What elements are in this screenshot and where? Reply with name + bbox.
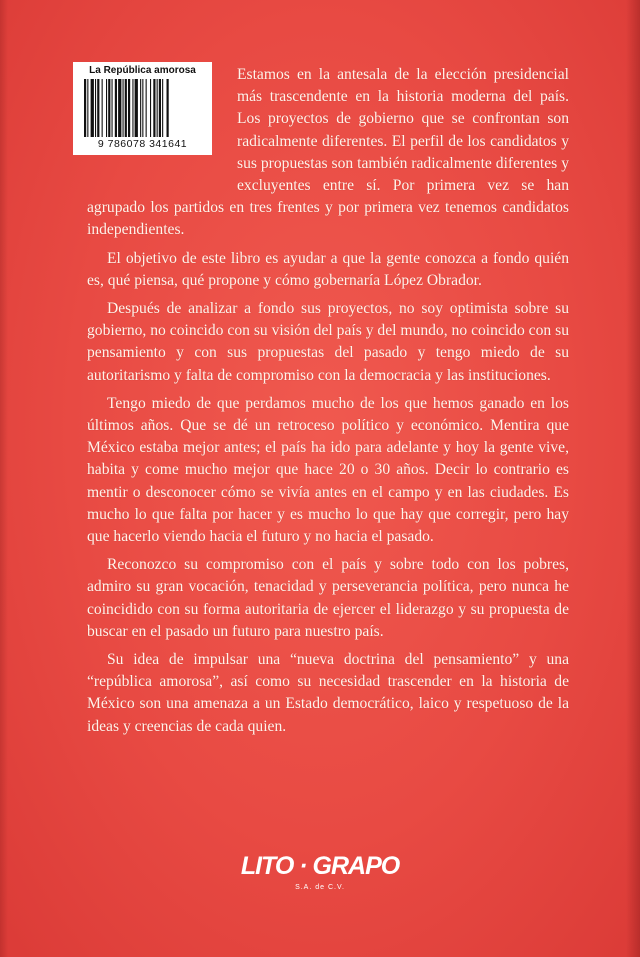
barcode-bar (84, 79, 86, 137)
barcode-title: La República amorosa (89, 65, 196, 76)
back-cover-text (87, 64, 569, 744)
paragraph: El objetivo de este libro es ayudar a que la gente conozca a fondo quién es, qué piensa, qué propone y cómo gobernaría López Obrador. (87, 249, 569, 289)
paragraph: Reconozco su compromiso con el país y sobre todo con los pobres, admiro su gran vocación, tenacidad y perseverancia política, pero nunca he coincidido con su forma autoritaria de ejercer el liderazgo y su propuesta de buscar en el pasado un futuro para nuestro país. (87, 556, 569, 640)
publisher-logo (238, 852, 402, 891)
paragraph: Tengo miedo de que perdamos mucho de los que hemos ganado en los últimos años. Que se dé un retroceso político y económico. Mentira que México estaba mejor antes; el país ha ido para adelante y hoy la gente vive, habita y come mucho mejor que hace 20 o 30 años. Decir lo contrario es mentir o desconocer cómo se vivía antes en el campo y en las ciudades. Es mucho lo que falta por hacer y es mucho lo que hay que corregir, pero hay que hacerlo viendo hacia el futuro y no hacia el pasado. (87, 394, 569, 546)
paragraph: Después de analizar a fondo sus proyectos, no soy optimista sobre su gobierno, no coincido con su visión del país y del mundo, no coincido con su pensamiento y con sus propuestas del pasado y tengo miedo de su autoritarismo y falta de compromiso con la democracia y las instituciones. (87, 300, 569, 384)
publisher-subtitle: S.A. de C.V. (295, 884, 345, 891)
barcode-spacer (87, 64, 237, 176)
paragraph: Su idea de impulsar una “nueva doctrina del pensamiento” y una “república amorosa”, así como su necesidad trascender en la historia de México son una amenaza a un Estado democrático, laico y respetuoso de la ideas y creencias de cada quien. (87, 651, 569, 735)
isbn-number: 9 786078 341641 (97, 138, 188, 150)
cover-right-edge (626, 0, 640, 957)
paragraph: Estamos en la antesala de la elección presidencial más trascendente en la historia moderna del país. Los proyectos de gobierno que se confrontan son radicalmente diferentes. El perfil de los candidatos y sus propuestas son también radicalmente diferentes y excluyentes entre sí. Por primera vez se han agrupado los partidos en tres frentes y por primera vez tenemos candidatos independientes. (87, 66, 569, 239)
cover-left-edge (0, 0, 8, 957)
publisher-logo-text: LITO · GRAPO (240, 852, 400, 880)
